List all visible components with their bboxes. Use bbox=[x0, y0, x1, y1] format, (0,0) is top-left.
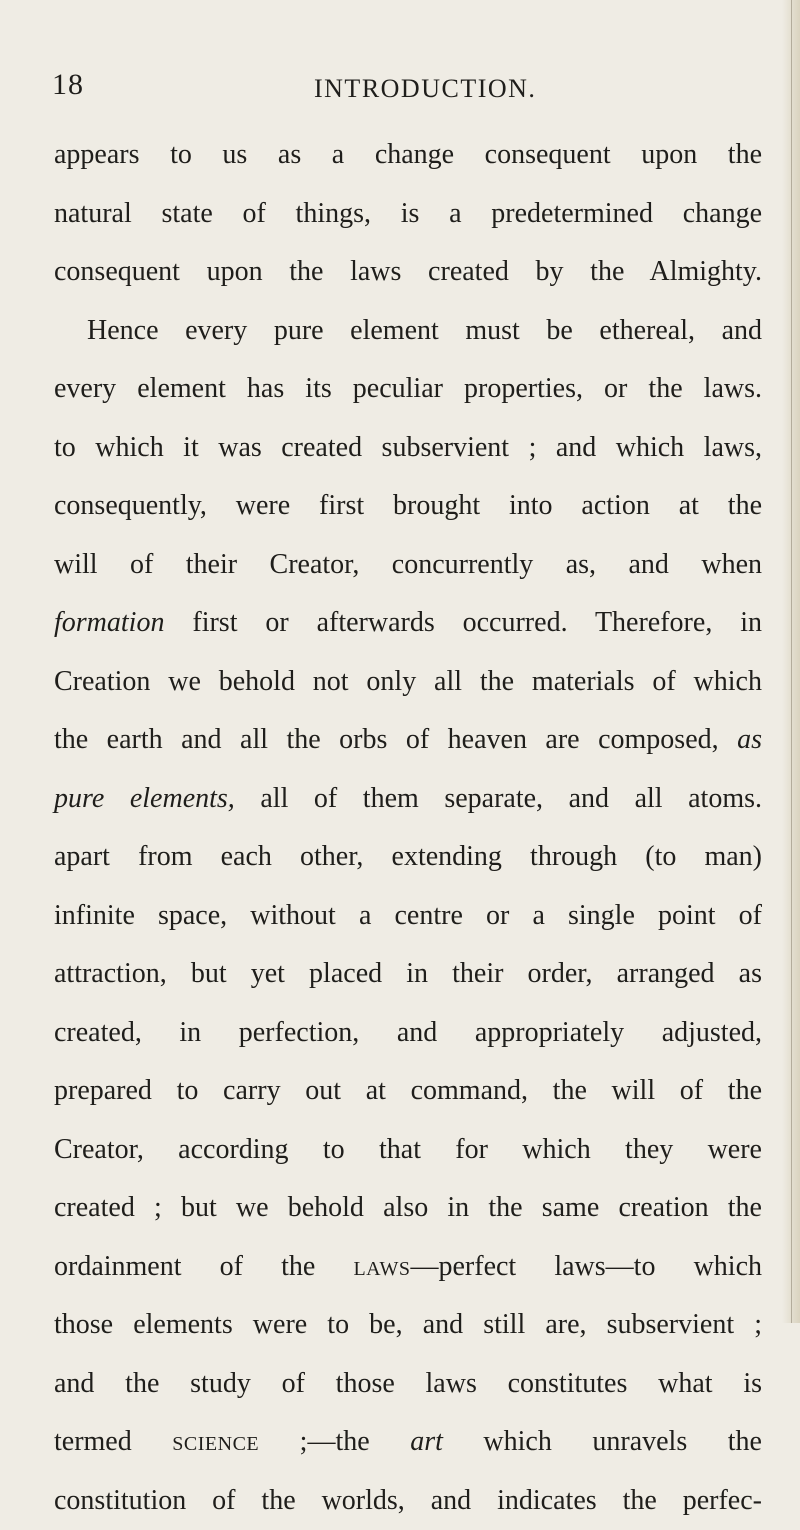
text-line: appears to us as a change consequent upon the bbox=[54, 126, 762, 185]
page-header bbox=[52, 68, 752, 108]
page-number: 18 bbox=[52, 68, 84, 102]
text-line: will of their Creator, concurrently as, and when bbox=[54, 536, 762, 595]
paragraph-start-line: Hence every pure element must be ethereal, and bbox=[54, 302, 762, 361]
text-line bbox=[54, 770, 762, 829]
text-run: —perfect laws—to which bbox=[411, 1251, 763, 1282]
text-run: ;—the bbox=[259, 1426, 410, 1457]
text-line bbox=[54, 594, 762, 653]
text-line: Creation we behold not only all the materials of which bbox=[54, 653, 762, 712]
text-line bbox=[54, 711, 762, 770]
text-run: ordainment of the bbox=[54, 1251, 353, 1282]
text-line: those elements were to be, and still are, subservient ; bbox=[54, 1296, 762, 1355]
running-head: INTRODUCTION. bbox=[314, 74, 536, 104]
small-caps-word: laws bbox=[353, 1251, 410, 1282]
text-line: natural state of things, is a predetermined change bbox=[54, 185, 762, 244]
body-text bbox=[54, 126, 762, 1530]
text-line: infinite space, without a centre or a single point of bbox=[54, 887, 762, 946]
italic-word: formation bbox=[54, 607, 164, 638]
italic-phrase: pure elements, bbox=[54, 783, 235, 814]
text-run: the earth and all the orbs of heaven are composed, bbox=[54, 724, 737, 755]
small-caps-word: science bbox=[172, 1426, 259, 1457]
text-line bbox=[54, 1238, 762, 1297]
text-run: which unravels the bbox=[443, 1426, 762, 1457]
italic-word: as bbox=[737, 724, 762, 755]
text-line: apart from each other, extending through (to man) bbox=[54, 828, 762, 887]
text-line: created ; but we behold also in the same creation the bbox=[54, 1179, 762, 1238]
text-run: all of them separate, and all atoms. bbox=[235, 783, 762, 814]
text-line: Creator, according to that for which they were bbox=[54, 1121, 762, 1180]
text-line: created, in perfection, and appropriately adjusted, bbox=[54, 1004, 762, 1063]
text-line: prepared to carry out at command, the will of the bbox=[54, 1062, 762, 1121]
text-line: to which it was created subservient ; and which laws, bbox=[54, 419, 762, 478]
text-line: every element has its peculiar properties, or the laws. bbox=[54, 360, 762, 419]
italic-word: art bbox=[410, 1426, 443, 1457]
text-line: consequent upon the laws created by the Almighty. bbox=[54, 243, 762, 302]
text-line: and the study of those laws constitutes what is bbox=[54, 1355, 762, 1414]
page-edge-line bbox=[791, 0, 792, 1323]
text-line: consequently, were first brought into action at the bbox=[54, 477, 762, 536]
text-line bbox=[54, 1413, 762, 1472]
text-line: constitution of the worlds, and indicates the perfec- bbox=[54, 1472, 762, 1530]
text-line: attraction, but yet placed in their order, arranged as bbox=[54, 945, 762, 1004]
text-run: termed bbox=[54, 1426, 172, 1457]
text-run: first or afterwards occurred. Therefore, in bbox=[164, 607, 762, 638]
